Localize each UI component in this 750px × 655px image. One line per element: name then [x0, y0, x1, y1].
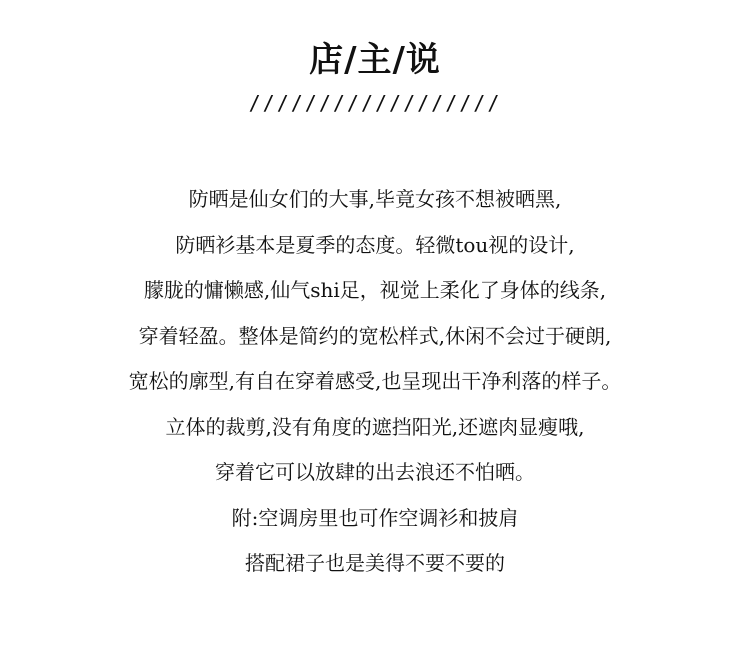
description-line: 附:空调房里也可作空调衫和披肩 — [231, 505, 519, 530]
page-title: 店/主/说 — [309, 40, 441, 80]
description-line: 防晒衫基本是夏季的态度。轻微tou视的设计, — [175, 232, 575, 257]
description-line: 穿着它可以放肆的出去浪还不怕晒。 — [215, 460, 535, 484]
description-line: 搭配裙子也是美得不要不要的 — [245, 551, 505, 575]
description-line: 朦胧的慵懒感,仙气shi足，视觉上柔化了身体的线条, — [143, 278, 607, 302]
description-line: 穿着轻盈。整体是简约的宽松样式,休闲不会过于硬朗, — [138, 323, 612, 348]
description-line: 立体的裁剪,没有角度的遮挡阳光,还遮肉显瘦哦, — [165, 414, 585, 439]
slash-divider: ////////////////// — [248, 91, 502, 115]
description-lines — [0, 180, 750, 590]
description-line: 防晒是仙女们的大事,毕竟女孩不想被晒黑, — [188, 187, 562, 211]
description-line: 宽松的廓型,有自在穿着感受,也呈现出干净利落的样子。 — [128, 369, 622, 393]
